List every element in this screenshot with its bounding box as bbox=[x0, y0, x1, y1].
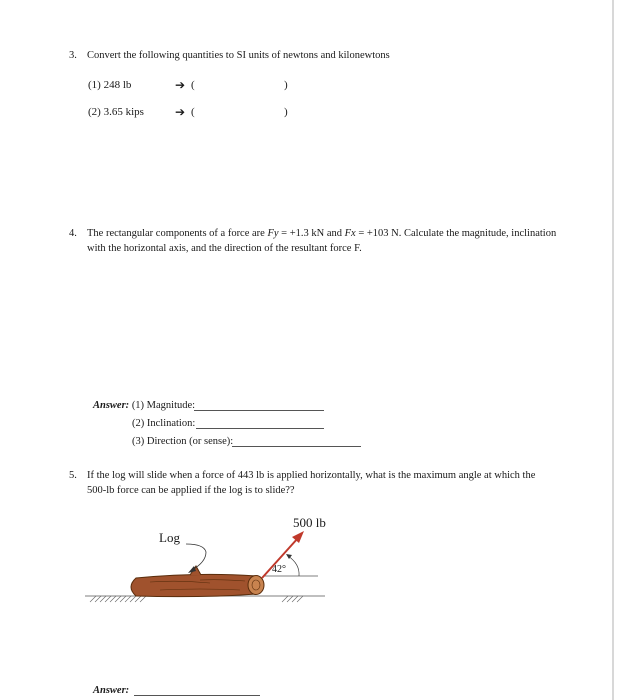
q4-line-2: with the horizontal axis, and the direction of the resultant force F. bbox=[87, 243, 362, 254]
ground-hatch-right bbox=[282, 596, 303, 602]
ground-hatch-left bbox=[90, 596, 146, 602]
angle-arc bbox=[288, 556, 299, 576]
q4-fy-var: Fy bbox=[267, 228, 279, 239]
q4-answer-row-1 bbox=[93, 400, 195, 411]
q4-line-1-a: The rectangular components of a force are bbox=[87, 228, 268, 239]
angle-label: 42° bbox=[272, 564, 286, 575]
arrow-icon: ➔ bbox=[175, 78, 186, 92]
q3-text: Convert the following quantities to SI units of newtons and kilonewtons bbox=[87, 50, 390, 61]
q4-answer-magnitude-label: (1) Magnitude: bbox=[131, 400, 196, 411]
q4-fx-val: = +103 N. Calculate the magnitude, inclination bbox=[355, 228, 557, 239]
log-end bbox=[248, 576, 264, 595]
q5-line-2: 500-lb force can be applied if the log is to slide?? bbox=[87, 485, 295, 496]
q3-item-2-close-paren: ) bbox=[284, 106, 288, 118]
q4-magnitude-blank[interactable] bbox=[194, 410, 324, 411]
q4-answer-label: Answer: bbox=[93, 400, 130, 411]
q3-item-1-label: (1) 248 lb bbox=[88, 79, 132, 91]
q3-item-1-open-paren: ( bbox=[191, 79, 195, 91]
q4-fx-var: Fx bbox=[344, 228, 356, 239]
q4-inclination-blank[interactable] bbox=[196, 428, 324, 429]
q3-item-1-close-paren: ) bbox=[284, 79, 288, 91]
force-label: 500 lb bbox=[293, 515, 326, 530]
log-body bbox=[131, 574, 256, 596]
q3-item-2-label: (2) 3.65 kips bbox=[88, 106, 144, 118]
q5-line-1: If the log will slide when a force of 443 lb is applied horizontally, what is the maximum angle at which the bbox=[87, 470, 536, 481]
q5-answer-label bbox=[93, 685, 129, 696]
q5-answer-blank[interactable] bbox=[134, 695, 260, 696]
arrow-icon: ➔ bbox=[175, 105, 186, 119]
q4-answer-inclination-label: (2) Inclination: bbox=[132, 418, 196, 429]
q5-number: 5. bbox=[69, 470, 77, 481]
log-label: Log bbox=[159, 530, 180, 545]
q3-number: 3. bbox=[69, 50, 77, 61]
q5-answer-label-text: Answer: bbox=[93, 685, 130, 696]
q4-fy-val: = +1.3 kN and bbox=[278, 228, 345, 239]
q4-answer-direction-label: (3) Direction (or sense): bbox=[132, 436, 234, 447]
page-edge bbox=[612, 0, 614, 700]
q4-direction-blank[interactable] bbox=[232, 446, 361, 447]
q3-item-2-open-paren: ( bbox=[191, 106, 195, 118]
q4-line-1 bbox=[87, 228, 556, 239]
q4-number: 4. bbox=[69, 228, 77, 239]
